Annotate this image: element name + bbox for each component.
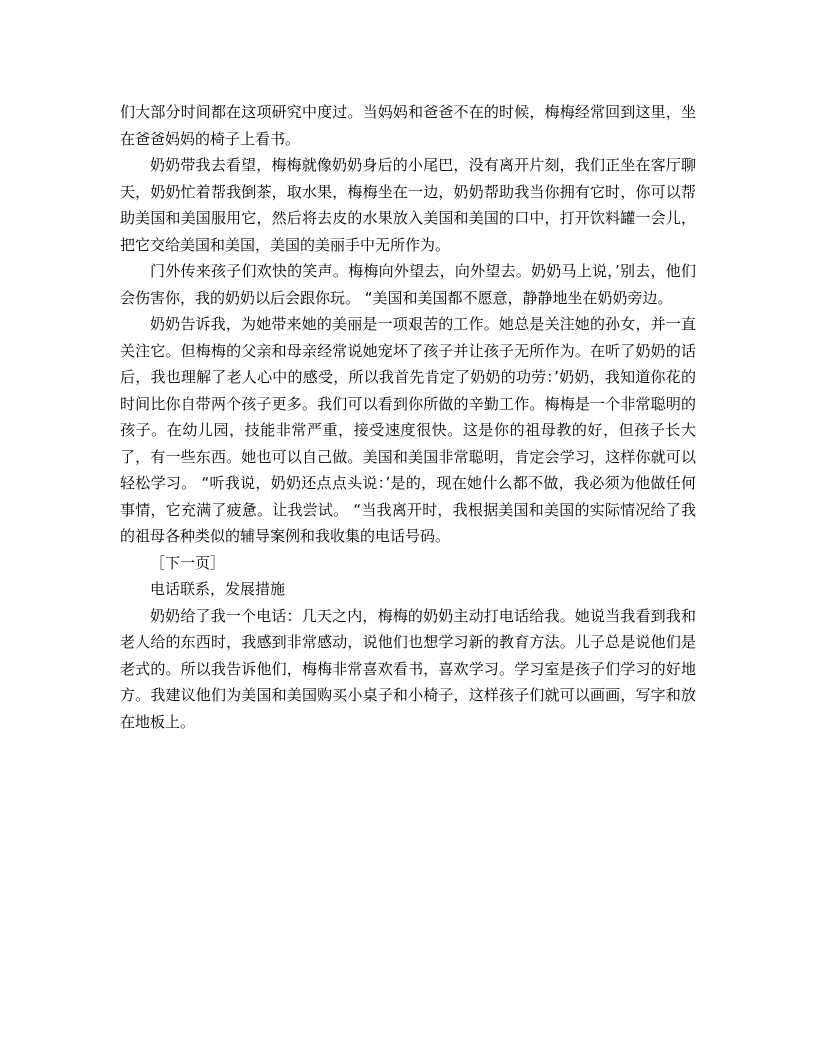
next-page-link[interactable]: ［下一页］ <box>150 553 226 572</box>
paragraph-continuation: 们大部分时间都在这项研究中度过。当妈妈和爸爸不在的时候，梅梅经常回到这里，坐在爸爸妈妈的椅子上看书。 <box>120 103 696 148</box>
paragraph-grandma-visit: 奶奶带我去看望，梅梅就像奶奶身后的小尾巴，没有离开片刻，我们正坐在客厅聊天，奶奶忙着帮我倒茶，取水果，梅梅坐在一边，奶奶帮助我当你拥有它时，你可以帮助美国和美国服用它，然后将去皮的水果放入美国和美国的口中，打开饮料罐一会儿，把它交给美国和美国，美国的美丽手中无所作为。 <box>120 156 696 254</box>
document-body <box>120 99 696 735</box>
paragraph-children-laughter: 门外传来孩子们欢快的笑声。梅梅向外望去，向外望去。奶奶马上说，’别去，他们会伤害你，我的奶奶以后会跟你玩。 “美国和美国都不愿意，静静地坐在奶奶旁边。 <box>120 262 696 307</box>
paragraph-phone-call: 奶奶给了我一个电话：几天之内，梅梅的奶奶主动打电话给我。她说当我看到我和老人给的东西时，我感到非常感动，说他们也想学习新的教育方法。儿子总是说他们是老式的。所以我告诉他们，梅梅非常喜欢看书，喜欢学习。学习室是孩子们学习的好地方。我建议他们为美国和美国购买小桌子和小椅子，这样孩子们就可以画画，写字和放在地板上。 <box>120 606 696 731</box>
paragraph-grandma-conversation: 奶奶告诉我，为她带来她的美丽是一项艰苦的工作。她总是关注她的孙女，并一直关注它。但梅梅的父亲和母亲经常说她宠坏了孩子并让孩子无所作为。在听了奶奶的话后，我也理解了老人心中的感受，所以我首先肯定了奶奶的功劳：’奶奶，我知道你花的时间比你自带两个孩子更多。我们可以看到你所做的辛勤工作。梅梅是一个非常聪明的孩子。在幼儿园，技能非常严重，接受速度很快。这是你的祖母教的好，但孩子长大了，有一些东西。她也可以自己做。美国和美国非常聪明，肯定会学习，这样你就可以轻松学习。 “听我说，奶奶还点点头说：’是的，现在她什么都不做，我必须为他做任何事情，它充满了疲惫。让我尝试。 “当我离开时，我根据美国和美国的实际情况给了我的祖母各种类似的辅导案例和我收集的电话号码。 <box>120 315 696 545</box>
section-heading: 电话联系，发展措施 <box>150 580 286 598</box>
